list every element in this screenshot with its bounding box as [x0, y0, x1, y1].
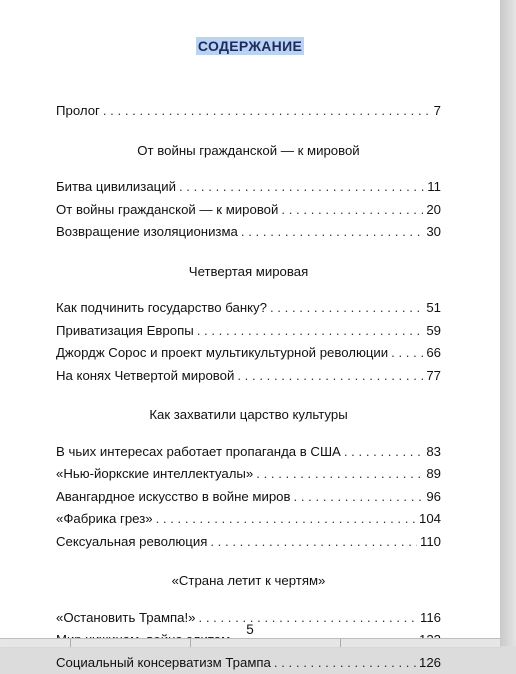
toc-entry[interactable]: [56, 297, 441, 320]
spacer: [56, 553, 441, 570]
toc-entry-text: Пролог: [56, 100, 100, 123]
toc-entry-text: «Остановить Трампа!»: [56, 607, 196, 630]
toc-entry-page: 83: [426, 441, 441, 464]
toc-leader-dots: [103, 100, 431, 123]
spacer: [56, 593, 441, 607]
toc-entry-text: «Фабрика грез»: [56, 508, 153, 531]
toc-entry[interactable]: [56, 441, 441, 464]
toc-entry-page: 66: [426, 342, 441, 365]
toc-entry-text: Авангардное искусство в войне миров: [56, 486, 291, 509]
toc-entry-page: 51: [426, 297, 441, 320]
toc-leader-dots: [210, 531, 417, 554]
toc-leader-dots: [294, 486, 424, 509]
toc-entry-text: В чьих интересах работает пропаганда в США: [56, 441, 341, 464]
table-of-contents: [56, 100, 441, 674]
section-heading: Четвертая мировая: [56, 261, 441, 284]
section-heading: «Страна летит к чертям»: [56, 570, 441, 593]
toc-leader-dots: [197, 320, 424, 343]
toc-leader-dots: [274, 652, 416, 674]
spacer: [56, 283, 441, 297]
toc-leader-dots: [237, 365, 423, 388]
spacer: [56, 162, 441, 176]
toc-leader-dots: [179, 176, 424, 199]
toc-entry-text: «Нью-йоркские интеллектуалы»: [56, 463, 253, 486]
toc-leader-dots: [344, 441, 423, 464]
spacer: [56, 427, 441, 441]
toc-entry-text: Сексуальная революция: [56, 531, 207, 554]
toc-leader-dots: [256, 463, 423, 486]
toc-entry-text: Джордж Сорос и проект мультикультурной революции: [56, 342, 388, 365]
toc-entry[interactable]: [56, 463, 441, 486]
toc-entry-page: 104: [419, 508, 441, 531]
toc-entry-text: Битва цивилизаций: [56, 176, 176, 199]
toc-entry[interactable]: [56, 508, 441, 531]
toc-title-wrap: [0, 38, 500, 56]
page-number: 5: [0, 622, 500, 637]
toc-entry-page: 110: [420, 531, 441, 554]
toc-entry[interactable]: [56, 486, 441, 509]
toc-entry-page: 126: [419, 652, 441, 674]
vertical-scrollbar[interactable]: [500, 0, 516, 646]
toc-entry-text: На конях Четвертой мировой: [56, 365, 234, 388]
toc-entry[interactable]: [56, 320, 441, 343]
spacer: [56, 387, 441, 404]
toc-entry-page: 96: [426, 486, 441, 509]
toc-entry[interactable]: [56, 342, 441, 365]
spacer: [56, 244, 441, 261]
toc-entry-page: 20: [426, 199, 441, 222]
toc-entry-page: 89: [426, 463, 441, 486]
toc-entry-page: 11: [427, 176, 441, 199]
toc-entry-page: 30: [426, 221, 441, 244]
section-heading: От войны гражданской — к мировой: [56, 140, 441, 163]
toc-entry-prologue[interactable]: [56, 100, 441, 123]
toc-entry-page: 116: [420, 607, 441, 630]
toc-entry-page: 59: [426, 320, 441, 343]
toc-entry-text: Социальный консерватизм Трампа: [56, 652, 271, 674]
toc-entry[interactable]: [56, 531, 441, 554]
toc-entry-text: Возвращение изоляционизма: [56, 221, 238, 244]
toc-leader-dots: [391, 342, 423, 365]
toc-entry[interactable]: [56, 221, 441, 244]
toc-leader-dots: [241, 221, 423, 244]
toc-entry-page: 7: [434, 100, 441, 123]
section-heading: Как захватили царство культуры: [56, 404, 441, 427]
toc-entry[interactable]: [56, 176, 441, 199]
toc-entry[interactable]: [56, 199, 441, 222]
toc-title[interactable]: СОДЕРЖАНИЕ: [196, 37, 304, 55]
spacer: [56, 123, 441, 140]
toc-entry-page: 77: [426, 365, 441, 388]
toc-leader-dots: [270, 297, 423, 320]
toc-leader-dots: [156, 508, 416, 531]
toc-entry[interactable]: [56, 365, 441, 388]
toc-entry[interactable]: [56, 652, 441, 674]
toc-entry-text: Приватизация Европы: [56, 320, 194, 343]
toc-entry-text: Как подчинить государство банку?: [56, 297, 267, 320]
toc-entry-text: От войны гражданской — к мировой: [56, 199, 278, 222]
toc-leader-dots: [281, 199, 423, 222]
